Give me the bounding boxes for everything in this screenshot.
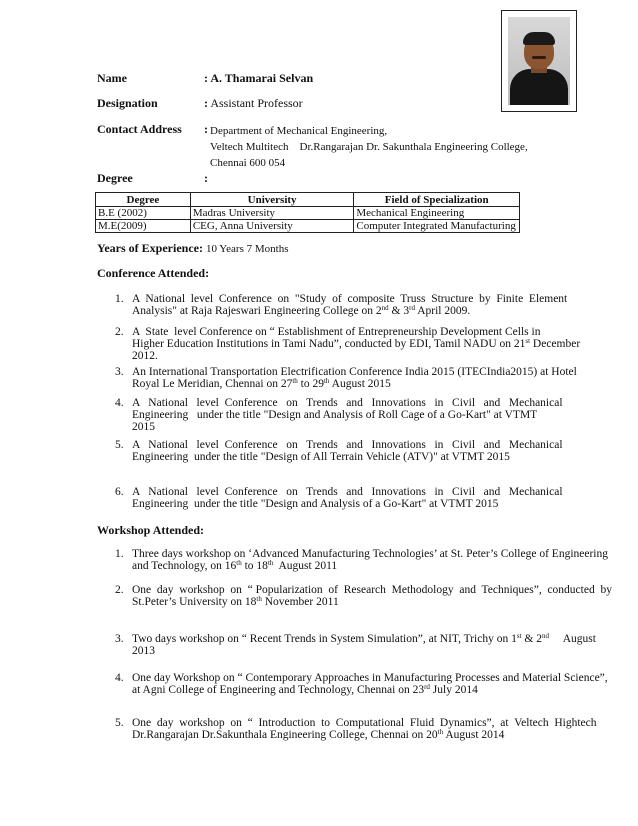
item-line: A National level Conference on "Study of composite Truss Structure by Finite Element bbox=[132, 293, 568, 305]
name-label: Name bbox=[97, 71, 127, 85]
item-line: Higher Education Institutions in Tami Nadu”, conducted by EDI, Tamil NADU on 21st December bbox=[132, 337, 581, 350]
item-number: 4. bbox=[115, 672, 124, 684]
item-line: Engineering under the title "Design and Analysis of Roll Cage of a Go-Kart" at VTMT bbox=[132, 409, 538, 421]
table-row bbox=[96, 207, 520, 220]
designation-label: Designation bbox=[97, 96, 158, 110]
item-line: St.Peter’s University on 18th November 2011 bbox=[132, 595, 339, 608]
item-line: 2013 bbox=[132, 645, 155, 657]
item-line: A State level Conference on “ Establishment of Entrepreneurship Development Cells in bbox=[132, 326, 541, 338]
item-text bbox=[132, 584, 612, 608]
item-text bbox=[132, 486, 563, 510]
item-line: 2012. bbox=[132, 350, 158, 362]
degree-label: Degree bbox=[97, 171, 133, 185]
item-line: at Agni College of Engineering and Technology, Chennai on 23rd July 2014 bbox=[132, 683, 478, 696]
column-header: Field of Specialization bbox=[354, 193, 520, 207]
contact-line: Veltech Multitech Dr.Rangarajan Dr. Sakunthala Engineering College, bbox=[210, 141, 528, 153]
table-cell: Computer Integrated Manufacturing bbox=[354, 220, 520, 233]
table-cell: CEG, Anna University bbox=[190, 220, 354, 233]
item-line: One day workshop on “ Introduction to Computational Fluid Dynamics”, at Veltech Hightech bbox=[132, 717, 597, 729]
contact-address bbox=[210, 123, 528, 171]
table-header-row bbox=[96, 193, 520, 207]
column-header: Degree bbox=[96, 193, 191, 207]
degree-colon: : bbox=[204, 171, 208, 185]
experience-value: 10 Years 7 Months bbox=[205, 243, 289, 255]
item-number: 1. bbox=[115, 548, 124, 560]
item-line: A National level Conference on Trends and Innovations in Civil and Mechanical bbox=[132, 397, 563, 409]
item-text bbox=[132, 293, 568, 317]
item-text bbox=[132, 366, 577, 390]
item-number: 3. bbox=[115, 366, 124, 378]
item-line: Engineering under the title "Design of All Terrain Vehicle (ATV)" at VTMT 2015 bbox=[132, 451, 510, 463]
item-number: 1. bbox=[115, 293, 124, 305]
item-text bbox=[132, 717, 597, 741]
item-text bbox=[132, 326, 581, 362]
conference-heading: Conference Attended: bbox=[97, 266, 210, 280]
item-line: and Technology, on 16th to 18th August 2011 bbox=[132, 559, 338, 572]
item-line: Two days workshop on “ Recent Trends in System Simulation”, at NIT, Trichy on 1st & 2nd August bbox=[132, 632, 596, 645]
contact-label: Contact Address bbox=[97, 122, 182, 136]
table-row bbox=[96, 220, 520, 233]
item-number: 3. bbox=[115, 633, 124, 645]
workshop-heading: Workshop Attended: bbox=[97, 523, 205, 537]
profile-photo bbox=[501, 10, 577, 112]
contact-colon: : bbox=[204, 122, 208, 136]
item-line: Three days workshop on ‘Advanced Manufacturing Technologies’ at St. Peter’s College of Engineering bbox=[132, 548, 608, 560]
item-line: A National level Conference on Trends and Innovations in Civil and Mechanical bbox=[132, 486, 563, 498]
item-line: Engineering under the title "Design and Analysis of a Go-Kart" at VTMT 2015 bbox=[132, 498, 499, 510]
item-number: 2. bbox=[115, 326, 124, 338]
table-cell: M.E(2009) bbox=[96, 220, 191, 233]
experience-label: Years of Experience: bbox=[97, 241, 203, 255]
table-cell: Mechanical Engineering bbox=[354, 207, 520, 220]
item-line: A National level Conference on Trends and Innovations in Civil and Mechanical bbox=[132, 439, 563, 451]
contact-line: Chennai 600 054 bbox=[210, 157, 286, 169]
name-value: : A. Thamarai Selvan bbox=[204, 71, 314, 85]
item-number: 5. bbox=[115, 439, 124, 451]
item-line: Dr.Rangarajan Dr.Sakunthala Engineering College, Chennai on 20th August 2014 bbox=[132, 728, 505, 741]
item-line: An International Transportation Electrification Conference India 2015 (ITECIndia2015) at Hotel bbox=[132, 366, 577, 378]
contact-line: Department of Mechanical Engineering, bbox=[210, 125, 388, 137]
table-cell: Madras University bbox=[190, 207, 354, 220]
item-line: 2015 bbox=[132, 421, 155, 433]
item-number: 6. bbox=[115, 486, 124, 498]
item-line: Analysis" at Raja Rajeswari Engineering College on 2nd & 3rd April 2009. bbox=[132, 304, 471, 317]
table-cell: B.E (2002) bbox=[96, 207, 191, 220]
item-text bbox=[132, 548, 608, 572]
item-text bbox=[132, 632, 596, 657]
designation-value: : Assistant Professor bbox=[204, 96, 303, 110]
degree-table bbox=[95, 192, 520, 233]
experience-line bbox=[97, 241, 288, 256]
column-header: University bbox=[190, 193, 354, 207]
item-number: 4. bbox=[115, 397, 124, 409]
item-line: One day workshop on “ Popularization of Research Methodology and Techniques”, conducted by bbox=[132, 584, 612, 596]
item-text bbox=[132, 439, 563, 463]
item-line: Royal Le Meridian, Chennai on 27th to 29th August 2015 bbox=[132, 377, 391, 390]
item-text bbox=[132, 397, 563, 433]
item-text bbox=[132, 672, 608, 696]
item-number: 5. bbox=[115, 717, 124, 729]
item-line: One day Workshop on “ Contemporary Approaches in Manufacturing Processes and Material Science”, bbox=[132, 672, 608, 684]
item-number: 2. bbox=[115, 584, 124, 596]
